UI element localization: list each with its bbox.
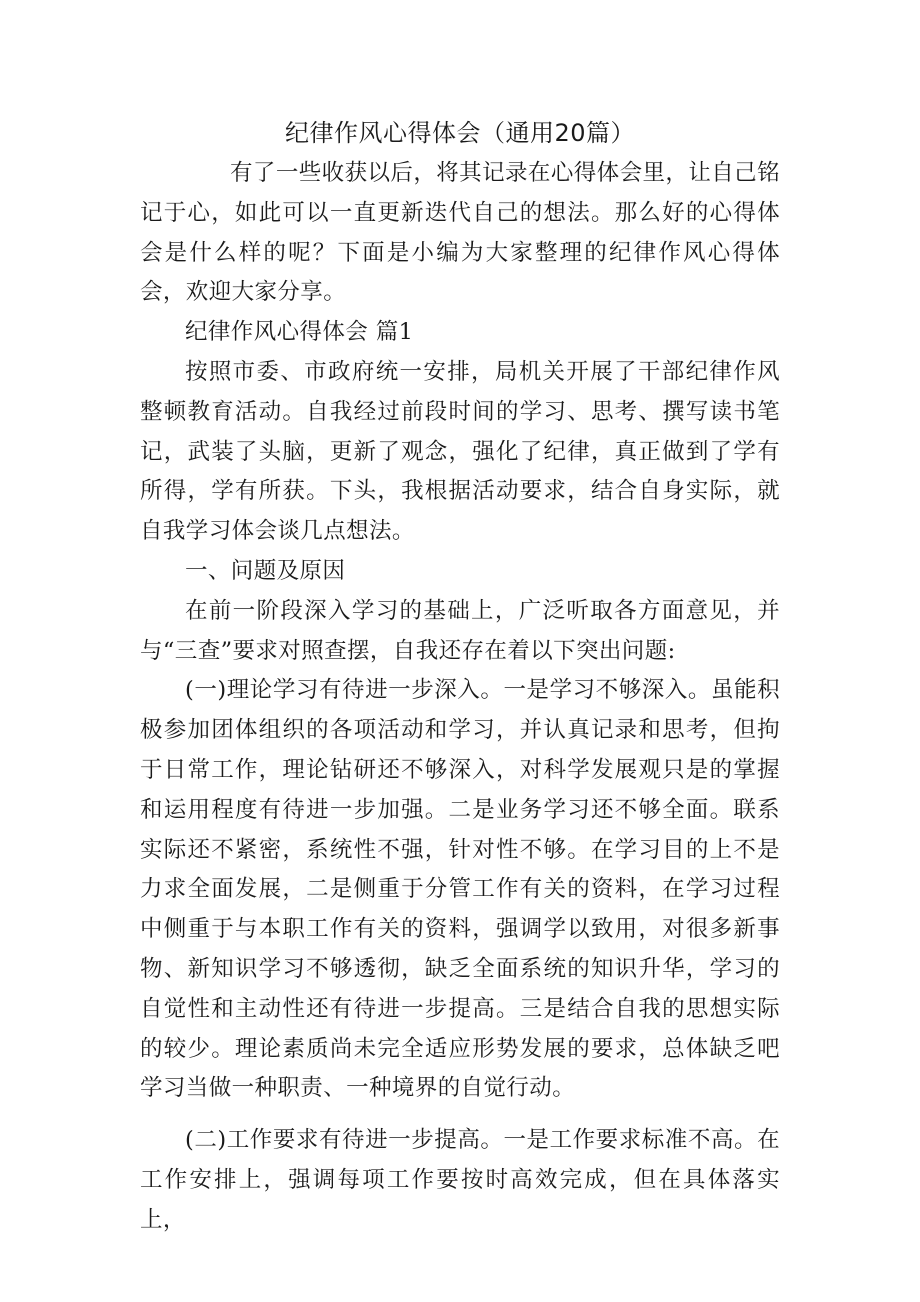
document-body: [140, 154, 780, 1241]
document-title: 纪律作风心得体会（通用20篇）: [284, 119, 636, 147]
paragraph-3: (一)理论学习有待进一步深入。一是学习不够深入。虽能积极参加团体组织的各项活动和学习，并认真记录和思考，但拘于日常工作，理论钻研还不够深入，对科学发展观只是的掌握和运用程度有待进一步加强。二是业务学习还不够全面。联系实际还不紧密，系统性不强，针对性不够。在学习目的上不是力求全面发展，二是侧重于分管工作有关的资料，在学习过程中侧重于与本职工作有关的资料，强调学以致用，对很多新事物、新知识学习不够透彻，缺乏全面系统的知识升华，学习的自觉性和主动性还有待进一步提高。三是结合自我的思想实际的较少。理论素质尚未完全适应形势发展的要求，总体缺乏吧学习当做一种职责、一种境界的自觉行动。: [140, 677, 780, 1102]
intro-paragraph: 有了一些收获以后，将其记录在心得体会里，让自己铭记于心，如此可以一直更新迭代自己的想法。那么好的心得体会是什么样的呢？下面是小编为大家整理的纪律作风心得体会，欢迎大家分享。: [140, 160, 780, 306]
paragraph-2: 在前一阶段深入学习的基础上，广泛听取各方面意见，并与“三查”要求对照查摆，自我还存在着以下突出问题:: [140, 597, 780, 664]
paragraph-4: (二)工作要求有待进一步提高。一是工作要求标准不高。在工作安排上，强调每项工作要按时高效完成，但在具体落实上，: [140, 1127, 780, 1233]
heading-problems-causes: 一、问题及原因: [185, 557, 346, 584]
paragraph-1: 按照市委、市政府统一安排，局机关开展了干部纪律作风整顿教育活动。自我经过前段时间的学习、思考、撰写读书笔记，武装了头脑，更新了观念，强化了纪律，真正做到了学有所得，学有所获。下头，我根据活动要求，结合自身实际，就自我学习体会谈几点想法。: [140, 358, 780, 545]
section-title: 纪律作风心得体会 篇1: [185, 319, 414, 346]
